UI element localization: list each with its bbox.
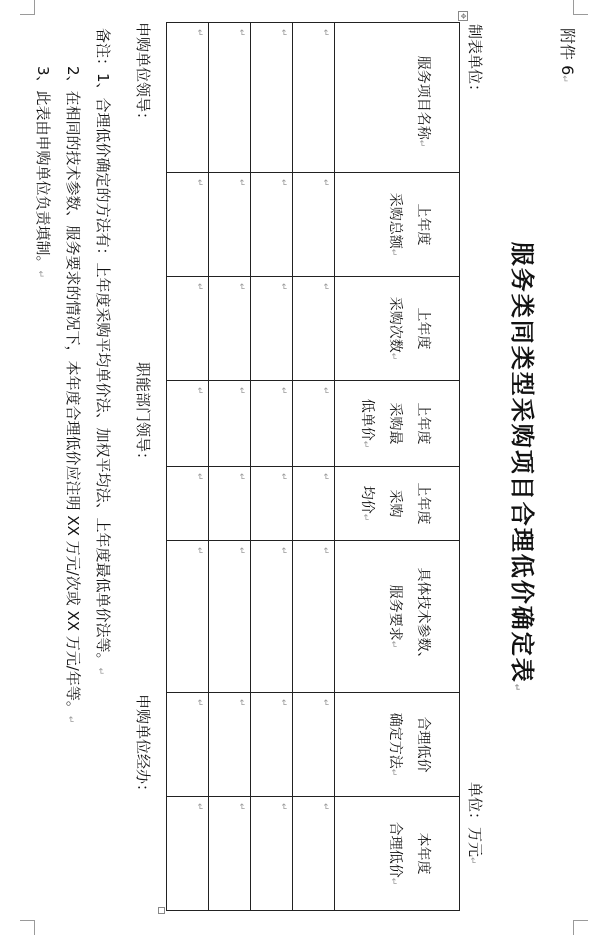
header-line: 上年度 bbox=[415, 203, 431, 246]
paragraph-mark: ↵ bbox=[95, 667, 105, 676]
cell-end-mark: ↵ bbox=[194, 29, 204, 37]
header-line: 本年度 bbox=[415, 832, 431, 875]
cell-end-mark: ↵ bbox=[194, 699, 204, 707]
cell-end-mark: ↵ bbox=[320, 699, 330, 707]
header-line: 具体技术参数、 bbox=[415, 567, 431, 666]
header-cell-text bbox=[379, 713, 437, 777]
header-cell-text bbox=[379, 822, 437, 886]
cell-end-mark: ↵ bbox=[278, 283, 288, 291]
table-row bbox=[209, 23, 251, 911]
cell-end-mark: ↵ bbox=[388, 352, 398, 361]
cell-end-mark: ↵ bbox=[194, 803, 204, 811]
header-line: 低单价 bbox=[359, 398, 375, 441]
paragraph-mark: ↵ bbox=[467, 857, 477, 865]
table-body bbox=[167, 23, 335, 911]
table-cell[interactable] bbox=[293, 693, 335, 797]
paragraph-mark: ↵ bbox=[65, 715, 75, 724]
header-cell-text bbox=[379, 568, 437, 666]
table-cell[interactable] bbox=[293, 797, 335, 911]
cell-end-mark: ↵ bbox=[388, 248, 398, 257]
table-cell[interactable] bbox=[209, 277, 251, 381]
table-cell[interactable] bbox=[251, 381, 293, 467]
table-cell[interactable] bbox=[293, 381, 335, 467]
page-corner-mark bbox=[573, 920, 588, 935]
cell-end-mark: ↵ bbox=[278, 547, 288, 555]
signature-row bbox=[128, 22, 154, 910]
cell-end-mark: ↵ bbox=[278, 473, 288, 481]
cell-end-mark: ↵ bbox=[278, 179, 288, 187]
cell-end-mark: ↵ bbox=[278, 699, 288, 707]
title-text: 服务类同类型采购项目合理低价确定表 bbox=[508, 241, 536, 684]
cell-end-mark: ↵ bbox=[320, 179, 330, 187]
table-cell[interactable] bbox=[167, 23, 209, 173]
cell-end-mark: ↵ bbox=[320, 547, 330, 555]
header-line: 均价 bbox=[359, 485, 375, 514]
cell-end-mark: ↵ bbox=[194, 547, 204, 555]
attachment-label bbox=[557, 28, 580, 83]
paragraph-mark: ↵ bbox=[35, 270, 45, 279]
cell-end-mark: ↵ bbox=[194, 179, 204, 187]
note-1 bbox=[93, 28, 114, 675]
table-header-cell bbox=[335, 541, 460, 693]
header-line: 采购次数 bbox=[387, 296, 403, 353]
header-line: 合理低价 bbox=[387, 821, 403, 878]
table-cell[interactable] bbox=[209, 23, 251, 173]
table-cell[interactable] bbox=[293, 541, 335, 693]
cell-end-mark: ↵ bbox=[194, 473, 204, 481]
table-cell[interactable] bbox=[209, 381, 251, 467]
cell-end-mark: ↵ bbox=[278, 803, 288, 811]
header-line: 采购最 bbox=[387, 402, 403, 445]
table-header-cell bbox=[335, 277, 460, 381]
table-row bbox=[293, 23, 335, 911]
table-move-handle[interactable]: ✥ bbox=[458, 11, 468, 21]
table-cell[interactable] bbox=[251, 693, 293, 797]
table-cell[interactable] bbox=[209, 173, 251, 277]
applicant-handler-label: 申购单位经办： bbox=[134, 694, 152, 800]
note-2 bbox=[63, 66, 84, 723]
cell-end-mark: ↵ bbox=[416, 139, 426, 148]
table-row bbox=[167, 23, 209, 911]
cell-end-mark: ↵ bbox=[320, 803, 330, 811]
table-cell[interactable] bbox=[293, 467, 335, 541]
table-cell[interactable] bbox=[251, 23, 293, 173]
page-corner-mark bbox=[20, 0, 35, 15]
note-3 bbox=[33, 66, 54, 278]
cell-end-mark: ↵ bbox=[320, 283, 330, 291]
unit-text: 单位：万元 bbox=[466, 782, 484, 858]
note-1-text: 备注：1、合理低价确定的方法有：上年度采购平均单价法、加权平均法、上年度最低单价法等。 bbox=[94, 28, 112, 668]
table-header-cell bbox=[335, 173, 460, 277]
table-cell[interactable] bbox=[167, 693, 209, 797]
paragraph-mark: ↵ bbox=[511, 683, 521, 694]
table-cell[interactable] bbox=[167, 381, 209, 467]
table-header-row bbox=[335, 23, 460, 911]
header-line: 上年度 bbox=[415, 482, 431, 525]
table-cell[interactable] bbox=[293, 277, 335, 381]
table-cell[interactable] bbox=[293, 23, 335, 173]
cell-end-mark: ↵ bbox=[388, 640, 398, 649]
cell-end-mark: ↵ bbox=[278, 29, 288, 37]
table-cell[interactable] bbox=[251, 277, 293, 381]
cell-end-mark: ↵ bbox=[236, 473, 246, 481]
table-header-cell bbox=[335, 693, 460, 797]
table-cell[interactable] bbox=[251, 467, 293, 541]
header-cell-text bbox=[351, 483, 437, 525]
cell-end-mark: ↵ bbox=[236, 283, 246, 291]
table-cell[interactable] bbox=[167, 467, 209, 541]
table-row bbox=[251, 23, 293, 911]
dept-leader-label: 职能部门领导： bbox=[134, 362, 152, 468]
table-cell[interactable] bbox=[209, 797, 251, 911]
cell-end-mark: ↵ bbox=[236, 387, 246, 395]
table-cell[interactable] bbox=[209, 693, 251, 797]
header-line: 服务项目名称 bbox=[415, 55, 431, 140]
table-header-cell bbox=[335, 467, 460, 541]
table-cell[interactable] bbox=[167, 277, 209, 381]
cell-end-mark: ↵ bbox=[388, 877, 398, 886]
note-2-text: 2、在相同的技术参数、服务要求的情况下，本年度合理低价应注明 XX 万元/次或 XX 万元/年等。 bbox=[64, 66, 82, 716]
cell-end-mark: ↵ bbox=[320, 387, 330, 395]
table-cell[interactable] bbox=[167, 173, 209, 277]
table-cell[interactable] bbox=[167, 797, 209, 911]
attachment-text: 附件 6 bbox=[558, 28, 577, 76]
cell-end-mark: ↵ bbox=[236, 803, 246, 811]
header-cell-text bbox=[379, 297, 437, 361]
table-cell[interactable] bbox=[251, 173, 293, 277]
table-resize-handle[interactable] bbox=[158, 907, 165, 914]
header-line: 采购总额 bbox=[387, 192, 403, 249]
header-cell-text bbox=[407, 48, 437, 148]
table-header-cell bbox=[335, 797, 460, 911]
table-header-cell bbox=[335, 381, 460, 467]
table-cell[interactable] bbox=[209, 541, 251, 693]
currency-unit-label bbox=[465, 782, 486, 865]
table-cell[interactable] bbox=[251, 541, 293, 693]
table-cell[interactable] bbox=[293, 173, 335, 277]
table-cell[interactable] bbox=[209, 467, 251, 541]
paragraph-mark: ↵ bbox=[559, 75, 569, 83]
cell-end-mark: ↵ bbox=[320, 29, 330, 37]
price-table bbox=[166, 22, 460, 911]
cell-end-mark: ↵ bbox=[360, 513, 370, 522]
header-cell-text bbox=[351, 399, 437, 449]
cell-end-mark: ↵ bbox=[194, 387, 204, 395]
header-line: 确定方法 bbox=[387, 712, 403, 769]
cell-end-mark: ↵ bbox=[320, 473, 330, 481]
table-header-cell bbox=[335, 23, 460, 173]
page-corner-mark bbox=[20, 920, 35, 935]
page-title bbox=[507, 0, 542, 935]
cell-end-mark: ↵ bbox=[194, 283, 204, 291]
cell-end-mark: ↵ bbox=[236, 29, 246, 37]
header-line: 上年度 bbox=[415, 402, 431, 445]
cell-end-mark: ↵ bbox=[236, 179, 246, 187]
note-3-text: 3、此表由申购单位负责填制。 bbox=[34, 66, 52, 271]
header-line: 上年度 bbox=[415, 307, 431, 350]
header-cell-text bbox=[379, 193, 437, 257]
header-line: 采购 bbox=[387, 489, 403, 518]
cell-end-mark: ↵ bbox=[278, 387, 288, 395]
cell-end-mark: ↵ bbox=[236, 547, 246, 555]
table-cell[interactable] bbox=[167, 541, 209, 693]
maker-unit-label: 制表单位： bbox=[466, 24, 484, 100]
cell-end-mark: ↵ bbox=[388, 768, 398, 777]
applicant-leader-label: 申购单位领导： bbox=[134, 22, 152, 128]
page-corner-mark bbox=[573, 0, 588, 15]
header-line: 合理低价 bbox=[415, 716, 431, 773]
header-line: 服务要求 bbox=[387, 584, 403, 641]
table-cell[interactable] bbox=[251, 797, 293, 911]
cell-end-mark: ↵ bbox=[360, 440, 370, 449]
cell-end-mark: ↵ bbox=[236, 699, 246, 707]
